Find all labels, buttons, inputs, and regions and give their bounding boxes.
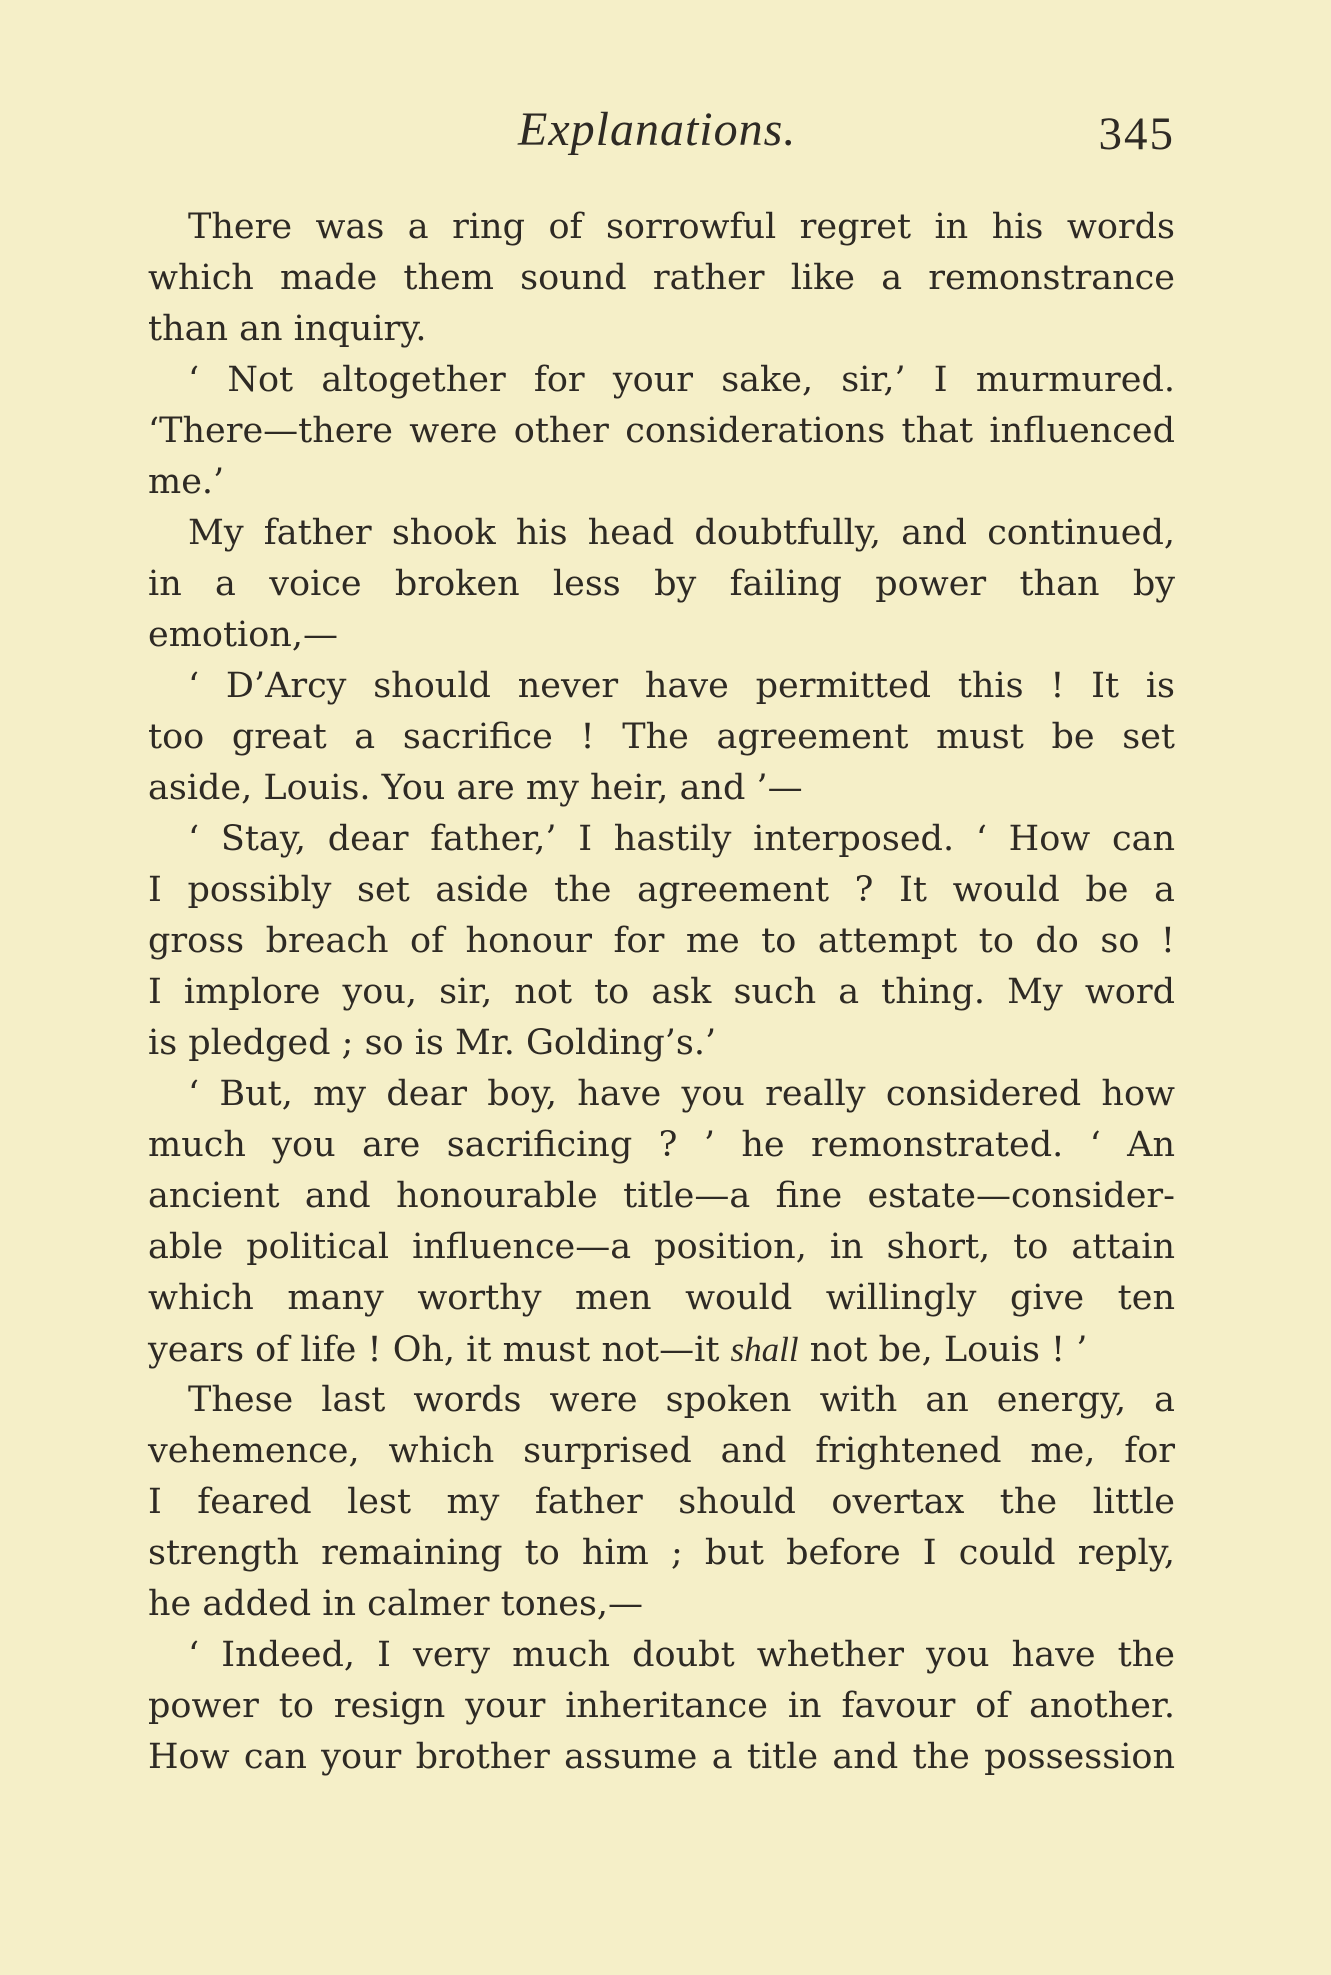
text-line: ‘ D’Arcy should never have permitted this ! It is [188,666,1175,706]
text-line: too great a sacrifice ! The agreement must be set [148,717,1175,757]
text-line: aside, Louis. You are my heir, and ’— [148,768,803,808]
text-segment: not be, Louis ! ’ [798,1330,1088,1370]
text-line: There was a ring of sorrowful regret in his words [188,207,1175,247]
text-line: ‘ Indeed, I very much doubt whether you have the [188,1635,1175,1675]
running-head [148,100,1175,160]
text-line: ‘There—there were other considerations that influenced [148,411,1175,451]
text-line: gross breach of honour for me to attempt to do so ! [148,921,1175,961]
text-line: which made them sound rather like a remonstrance [148,258,1175,298]
text-line: emotion,— [148,615,338,655]
text-line: power to resign your inheritance in favour of another. [148,1686,1175,1726]
text-line: My father shook his head doubtfully, and continued, [188,513,1175,553]
text-line-with-emphasis [148,1324,1175,1375]
text-line: I possibly set aside the agreement ? It would be a [148,870,1175,910]
text-segment: years of life ! Oh, it must not—it [148,1330,731,1370]
page-number: 345 [1098,108,1175,160]
text-line: he added in calmer tones,— [148,1584,644,1624]
text-line: able political influence—a position, in short, to attain [148,1227,1175,1267]
running-title: Explanations. [518,103,797,156]
text-line: than an inquiry. [148,309,427,349]
text-line: I implore you, sir, not to ask such a thing. My word [148,972,1175,1012]
text-line: much you are sacrificing ? ’ he remonstrated. ‘ An [148,1125,1175,1165]
body-text [148,202,1175,1783]
text-line: in a voice broken less by failing power than by [148,564,1175,604]
text-line: I feared lest my father should overtax the little [148,1482,1175,1522]
text-line: These last words were spoken with an energy, a [188,1380,1175,1420]
text-line: ‘ But, my dear boy, have you really considered how [188,1074,1175,1114]
emphasized-word: shall [730,1330,799,1369]
text-line: me.’ [148,462,225,502]
text-line: How can your brother assume a title and the possession [148,1737,1175,1777]
text-line: ‘ Not altogether for your sake, sir,’ I murmured. [188,360,1175,400]
text-line: strength remaining to him ; but before I could reply, [148,1533,1175,1573]
text-line: which many worthy men would willingly give ten [148,1278,1175,1318]
text-line: vehemence, which surprised and frightened me, for [148,1431,1175,1471]
text-line: is pledged ; so is Mr. Golding’s.’ [148,1023,717,1063]
text-line: ‘ Stay, dear father,’ I hastily interposed. ‘ How can [188,819,1175,859]
text-line: ancient and honourable title—a fine estate—consider- [148,1176,1175,1216]
